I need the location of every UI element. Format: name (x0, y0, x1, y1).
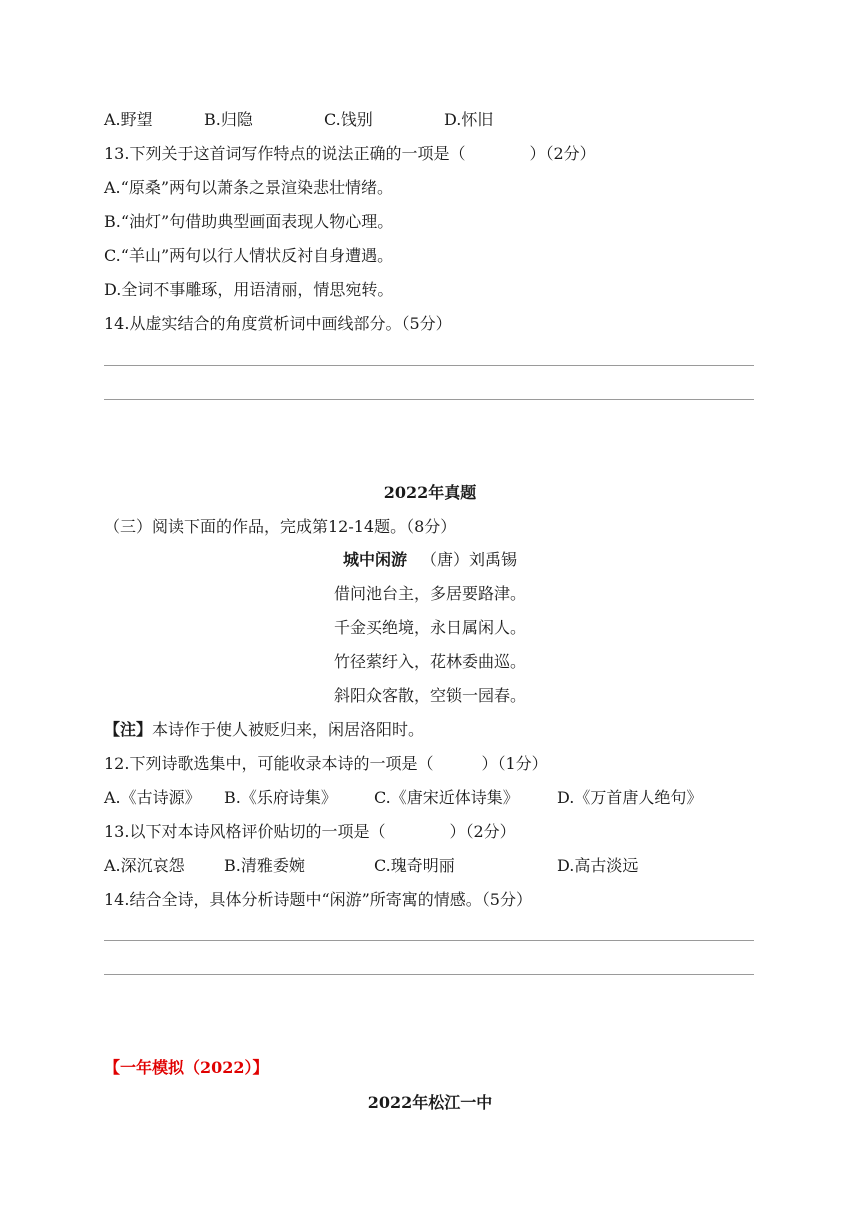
prev-q14-stem: 14.从虚实结合的角度赏析词中画线部分。（5分） (104, 314, 452, 333)
note-text: 本诗作于使人被贬归来，闲居洛阳时。 (152, 720, 425, 739)
prev-q13-option-a: A.“原桑”两句以萧条之景渲染悲壮情绪。 (104, 178, 394, 197)
q12-stem: 12.下列诗歌选集中，可能收录本诗的一项是（ ）（1分） (104, 754, 548, 773)
option-c: C.饯别 (324, 110, 373, 129)
prev-q12-options (104, 110, 493, 130)
poem-line-4: 斜阳众客散，空锁一园春。 (333, 686, 526, 705)
q13-option-a: A.深沉哀怨 (104, 856, 185, 875)
q12-option-d: D.《万首唐人绝句》 (557, 788, 703, 807)
section-intro: （三）阅读下面的作品，完成第12-14题。（8分） (104, 517, 457, 536)
q13-option-c: C.瑰奇明丽 (374, 856, 455, 875)
q12-options (104, 788, 702, 808)
option-a: A.野望 (104, 110, 153, 129)
answer-line-4 (104, 974, 754, 975)
poem-author: （唐）刘禹锡 (421, 550, 518, 569)
section-title-2022: 2022年真题 (383, 483, 477, 502)
q13-stem: 13.以下对本诗风格评价贴切的一项是（ ）（2分） (104, 822, 516, 841)
prev-q13-option-d: D.全词不事雕琢，用语清丽，情思宛转。 (104, 280, 394, 299)
q13-option-b: B.清雅委婉 (224, 856, 305, 875)
prev-q13-stem: 13.下列关于这首词写作特点的说法正确的一项是（ ）（2分） (104, 144, 596, 163)
q14-stem: 14.结合全诗，具体分析诗题中“闲游”所寄寓的情感。（5分） (104, 890, 532, 909)
poem-title: 城中闲游 (342, 550, 407, 569)
prev-q13-option-b: B.“油灯”句借助典型画面表现人物心理。 (104, 212, 394, 231)
poem-note (104, 720, 424, 740)
option-d: D.怀旧 (444, 110, 494, 129)
option-b: B.归隐 (204, 110, 253, 129)
answer-line-2 (104, 399, 754, 400)
q13-option-d: D.高古淡远 (557, 856, 639, 875)
poem-line-3: 竹径萦纡入，花林委曲巡。 (333, 652, 526, 671)
mock-school-title: 2022年松江一中 (367, 1093, 493, 1112)
prev-q13-option-c: C.“羊山”两句以行人情状反衬自身遭遇。 (104, 246, 394, 265)
poem-line-2: 千金买绝境，永日属闲人。 (333, 618, 526, 637)
poem-heading (0, 550, 860, 570)
q13-options (104, 856, 638, 876)
note-label: 【注】 (104, 720, 153, 739)
mock-section-header: 【一年模拟（2022）】 (104, 1058, 269, 1077)
answer-line-3 (104, 940, 754, 941)
q12-option-b: B.《乐府诗集》 (224, 788, 337, 807)
answer-line-1 (104, 365, 754, 366)
q12-option-a: A.《古诗源》 (104, 788, 201, 807)
poem-line-1: 借问池台主，多居要路津。 (333, 584, 526, 603)
q12-option-c: C.《唐宋近体诗集》 (374, 788, 519, 807)
